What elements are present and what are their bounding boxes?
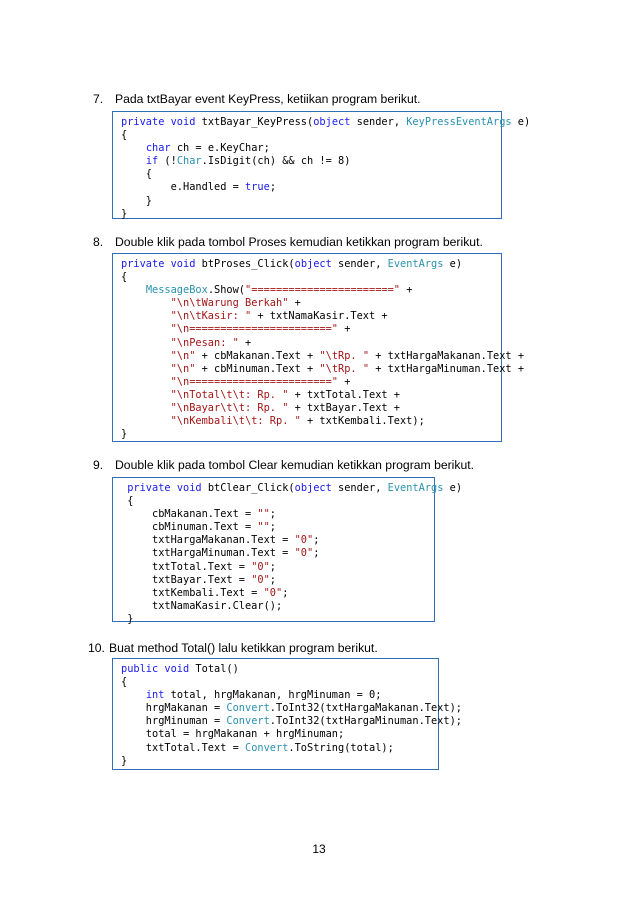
code-line: [121, 284, 412, 296]
code-token: "=======================": [245, 284, 400, 297]
code-token: ;: [269, 573, 276, 586]
code-token: [121, 689, 146, 701]
code-token: void: [164, 663, 190, 675]
code-token: cbMinuman.Text =: [121, 521, 258, 534]
code-token: Total(): [189, 663, 239, 675]
step-10-instruction: [88, 641, 378, 655]
code-token: + txtHargaMinuman.Text +: [369, 362, 525, 375]
code-line: [121, 258, 462, 270]
code-line: [121, 389, 400, 401]
step-text: Pada txtBayar event KeyPress, ketiikan program berikut.: [115, 92, 421, 106]
code-token: cbMakanan.Text =: [121, 508, 258, 521]
code-token: ;: [313, 534, 320, 547]
code-token: e): [443, 258, 463, 270]
code-token: EventArgs: [387, 482, 444, 494]
step-9-instruction: [93, 458, 474, 472]
code-token: hrgMakanan =: [121, 702, 227, 715]
code-token: [121, 402, 171, 414]
code-token: [121, 297, 171, 309]
code-token: [121, 376, 171, 388]
page-number: 13: [312, 842, 326, 856]
code-token: ;: [269, 181, 277, 194]
step-number: 7.: [93, 92, 104, 106]
code-token: .ToString(total);: [288, 741, 394, 754]
code-token: if: [145, 155, 159, 168]
code-block-keypress: [112, 111, 531, 220]
code-token: "\n=======================": [170, 323, 338, 336]
code-token: [121, 310, 171, 322]
code-line: [121, 168, 152, 180]
code-token: }: [121, 207, 128, 220]
code-token: [121, 323, 171, 335]
code-token: Char: [176, 155, 202, 168]
code-line: [121, 428, 127, 440]
code-token: "0": [251, 560, 270, 573]
code-block-total-method: [112, 658, 462, 770]
code-line: [121, 415, 425, 427]
code-token: }: [121, 754, 128, 767]
code-line: [121, 742, 394, 754]
code-token: true: [245, 181, 270, 194]
code-token: + txtNamaKasir.Text +: [251, 310, 388, 323]
code-token: hrgMinuman =: [121, 715, 227, 728]
code-listing: [121, 663, 462, 768]
code-token: + txtBayar.Text +: [288, 402, 400, 415]
code-block-proses-click: [112, 253, 525, 442]
code-line: [121, 508, 276, 520]
code-token: "0": [251, 573, 270, 586]
code-token: Convert: [226, 715, 270, 728]
code-token: "\tRp. ": [319, 349, 370, 362]
code-token: void: [170, 116, 196, 128]
code-token: txtBayar_KeyPress(: [195, 116, 314, 128]
code-token: [121, 142, 146, 154]
code-token: "\tRp. ": [319, 362, 370, 375]
code-line: [121, 728, 344, 740]
code-token: private: [121, 116, 165, 128]
code-token: + txtTotal.Text +: [288, 388, 400, 401]
code-token: + cbMinuman.Text +: [195, 362, 320, 375]
code-token: [121, 389, 171, 401]
code-token: .ToInt32(txtHargaMakanan.Text);: [269, 702, 462, 715]
code-token: {: [121, 676, 128, 689]
code-line: [121, 271, 127, 283]
code-token: [121, 284, 146, 296]
code-token: Convert: [245, 741, 289, 754]
code-token: ch = e.KeyChar;: [170, 142, 270, 155]
code-line: [121, 129, 127, 141]
code-line: [121, 561, 276, 573]
code-token: "\n": [170, 362, 196, 375]
code-token: (!: [158, 155, 177, 168]
step-text: Buat method Total() lalu ketikkan program berikut.: [109, 641, 378, 655]
code-line: [121, 521, 276, 533]
code-line: [121, 297, 301, 309]
code-line: [121, 755, 127, 767]
code-token: "0": [294, 534, 314, 547]
code-line: [121, 337, 251, 349]
code-token: "\n\tWarung Berkah": [170, 297, 289, 310]
code-token: [121, 415, 171, 427]
code-token: [121, 363, 171, 375]
code-token: txtKembali.Text =: [121, 586, 264, 599]
code-token: private: [121, 258, 165, 270]
code-token: "\n=======================": [170, 375, 338, 388]
code-token: + txtHargaMakanan.Text +: [369, 349, 525, 362]
code-block-clear-click: [112, 477, 463, 625]
code-line: [121, 534, 319, 546]
code-token: txtTotal.Text =: [121, 741, 245, 754]
code-token: [121, 350, 171, 362]
step-text: Double klik pada tombol Clear kemudian ketikkan program berikut.: [115, 458, 475, 472]
code-token: sender,: [331, 258, 388, 270]
code-token: public: [121, 663, 159, 675]
code-line: [121, 195, 152, 207]
code-line: [121, 181, 276, 193]
code-token: +: [338, 323, 351, 336]
code-token: "0": [294, 547, 314, 560]
code-token: ;: [269, 508, 276, 521]
code-line: [121, 613, 133, 625]
code-line: [121, 402, 400, 414]
code-line: [121, 547, 319, 559]
code-line: [121, 116, 530, 128]
code-token: int: [145, 689, 165, 702]
code-line: [121, 676, 127, 688]
code-line: [121, 323, 350, 335]
code-line: [121, 208, 127, 220]
code-line: [121, 155, 350, 167]
code-token: ;: [313, 547, 320, 560]
code-token: "\nTotal\t\t: Rp. ": [170, 388, 289, 401]
code-token: "": [257, 508, 270, 521]
code-line: [121, 142, 270, 154]
step-7-instruction: [93, 92, 421, 106]
code-token: object: [313, 116, 351, 128]
code-token: {: [121, 271, 128, 284]
code-token: "\nBayar\t\t: Rp. ": [170, 402, 289, 415]
code-token: txtHargaMakanan.Text =: [121, 534, 295, 547]
code-token: e): [511, 116, 531, 128]
code-token: [121, 337, 171, 349]
code-token: }: [121, 612, 134, 625]
code-token: txtBayar.Text =: [121, 573, 252, 586]
code-token: {: [121, 495, 134, 508]
code-listing: [121, 482, 463, 626]
code-token: +: [288, 297, 301, 310]
code-line: [121, 482, 462, 494]
code-token: object: [294, 482, 332, 494]
code-token: total = hrgMakanan + hrgMinuman;: [121, 728, 345, 741]
code-line: [121, 689, 381, 701]
code-token: .ToInt32(txtHargaMinuman.Text);: [269, 715, 462, 728]
code-token: ;: [269, 521, 276, 534]
code-line: [121, 495, 133, 507]
code-token: +: [338, 375, 351, 388]
code-token: e.Handled =: [121, 181, 245, 194]
code-token: EventArgs: [387, 258, 444, 270]
code-token: txtTotal.Text =: [121, 560, 252, 573]
code-token: sender,: [331, 482, 388, 494]
code-token: private: [127, 482, 171, 494]
step-8-instruction: [93, 235, 483, 249]
code-token: .IsDigit(ch) && ch != 8): [201, 155, 351, 168]
code-token: "\nPesan: ": [170, 336, 239, 349]
code-token: +: [400, 284, 413, 297]
code-listing: [121, 116, 531, 221]
code-token: Convert: [226, 702, 270, 715]
code-token: }: [121, 194, 152, 207]
code-line: [121, 600, 282, 612]
code-token: "0": [263, 586, 283, 599]
code-token: "\nKembali\t\t: Rp. ": [170, 415, 301, 428]
code-token: "\n": [170, 349, 196, 362]
code-token: .Show(: [207, 284, 246, 297]
code-token: btClear_Click(: [201, 482, 295, 494]
code-line: [121, 310, 388, 322]
code-token: void: [176, 482, 202, 494]
code-line: [121, 587, 288, 599]
code-token: ;: [269, 560, 276, 573]
code-token: total, hrgMakanan, hrgMinuman = 0;: [164, 689, 382, 702]
code-token: }: [121, 428, 128, 441]
code-line: [121, 363, 524, 375]
code-token: sender,: [350, 116, 407, 128]
step-number: 9.: [93, 458, 104, 472]
code-token: e): [443, 482, 463, 494]
code-token: object: [294, 258, 332, 270]
code-listing: [121, 258, 525, 441]
code-token: [121, 155, 146, 167]
code-token: {: [121, 129, 128, 142]
step-number: 8.: [93, 235, 104, 249]
code-line: [121, 376, 350, 388]
code-token: MessageBox: [145, 284, 208, 297]
code-token: txtHargaMinuman.Text =: [121, 547, 295, 560]
code-line: [121, 702, 462, 714]
code-token: + cbMakanan.Text +: [195, 349, 320, 362]
code-token: {: [121, 168, 152, 181]
code-token: btProses_Click(: [195, 258, 295, 270]
code-line: [121, 663, 239, 675]
code-token: txtNamaKasir.Clear();: [121, 599, 283, 612]
step-number: 10.: [88, 641, 105, 655]
code-token: void: [170, 258, 196, 270]
code-line: [121, 715, 462, 727]
code-token: ;: [282, 586, 289, 599]
step-text: Double klik pada tombol Proses kemudian ketikkan program berikut.: [115, 235, 483, 249]
code-token: +: [238, 336, 252, 349]
code-token: "": [257, 521, 270, 534]
code-line: [121, 350, 524, 362]
code-token: KeyPressEventArgs: [406, 116, 512, 128]
code-line: [121, 574, 276, 586]
code-token: char: [145, 142, 171, 155]
code-token: + txtKembali.Text);: [300, 415, 425, 428]
code-token: "\n\tKasir: ": [170, 310, 252, 323]
